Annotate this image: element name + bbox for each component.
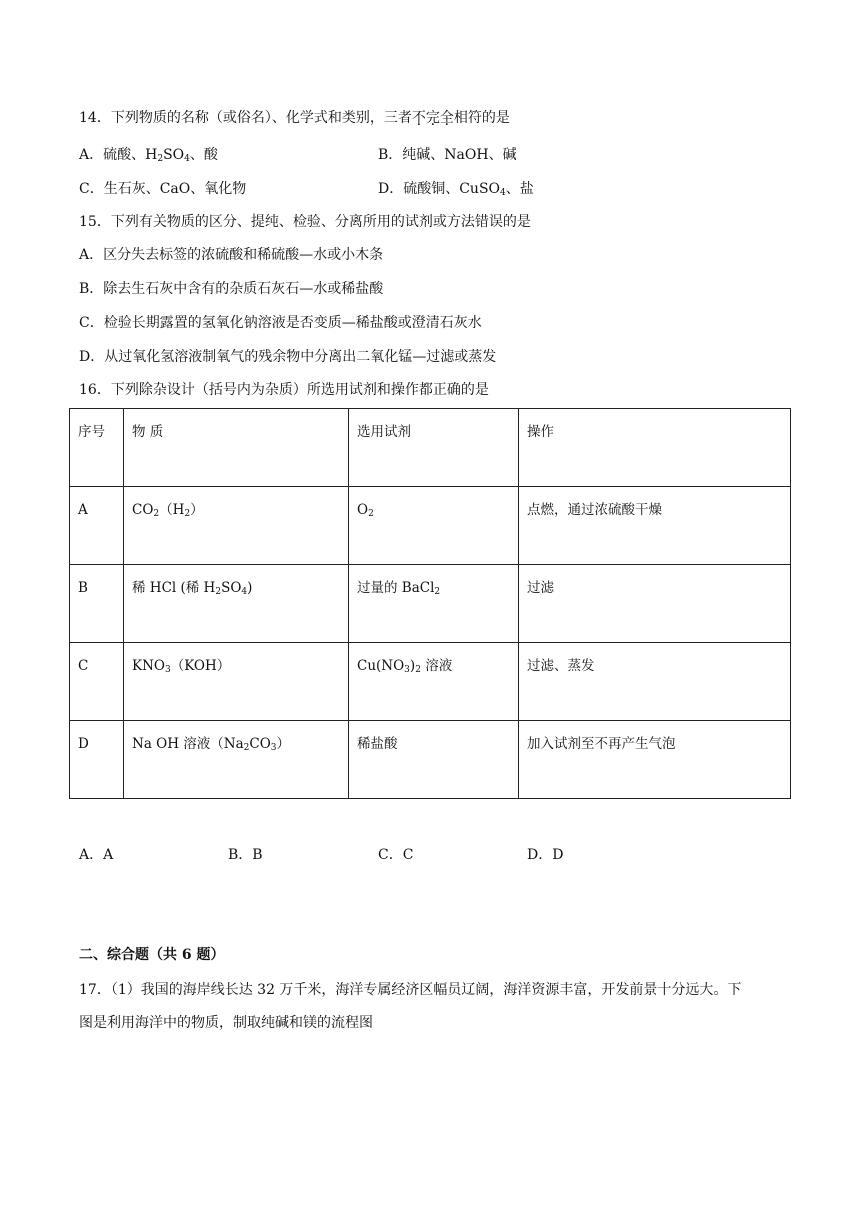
row-id: A — [70, 487, 124, 565]
header-cell-reagent: 选用试剂 — [349, 409, 519, 487]
row-reagent: 稀盐酸 — [349, 721, 519, 799]
row-operation: 过滤、蒸发 — [519, 643, 791, 721]
table-header-row — [70, 409, 791, 487]
q14-option-a: A．硫酸、$H_2SO_4$、酸 — [79, 147, 218, 164]
q17-stem-line1: 17．（1）我国的海岸线长达 32 万千米，海洋专属经济区幅员辽阔，海洋资源丰富，开发前景十分远大。下 — [79, 982, 742, 998]
table-row — [70, 721, 791, 799]
q15-option-c: C．检验长期露置的氢氧化钠溶液是否变质—稀盐酸或澄清石灰水 — [79, 315, 482, 331]
q16-table — [69, 408, 791, 799]
q14-stem: 14．下列物质的名称（或俗名）、化学式和类别，三者不完全相符的是 — [79, 110, 510, 126]
row-operation: 过滤 — [519, 565, 791, 643]
row-id: B — [70, 565, 124, 643]
row-reagent: $Cu(NO_3)_2$ 溶液 — [349, 643, 519, 721]
table-row — [70, 565, 791, 643]
row-substance: $CO_2(H_2)$ — [124, 487, 349, 565]
table-row — [70, 487, 791, 565]
row-id: D — [70, 721, 124, 799]
row-reagent: $O_2$ — [349, 487, 519, 565]
q15-stem: 15．下列有关物质的区分、提纯、检验、分离所用的试剂或方法错误的是 — [79, 214, 531, 230]
row-substance: 稀 HCl (稀 $H_2SO_4$) — [124, 565, 349, 643]
q14-option-c: C．生石灰、CaO、氧化物 — [79, 181, 247, 197]
q16-answer-a: A．A — [79, 847, 114, 863]
q14-emphasis: 不完全 — [411, 110, 454, 126]
header-cell-operation: 操作 — [519, 409, 791, 487]
q14-option-d: D．硫酸铜、CuSO$_4$、盐 — [378, 181, 534, 198]
q15-option-a: A．区分失去标签的浓硫酸和稀硫酸—水或小木条 — [79, 247, 384, 263]
row-reagent: 过量的 BaCl$_2$ — [349, 565, 519, 643]
q14-option-b: B．纯碱、NaOH、碱 — [378, 147, 517, 163]
section-heading: 二、综合题（共 6 题） — [79, 947, 225, 963]
table-row — [70, 643, 791, 721]
q16-answer-b: B．B — [228, 847, 263, 863]
row-substance: $KNO_3(KOH)$ — [124, 643, 349, 721]
row-substance: Na OH 溶液$(Na_2CO_3)$ — [124, 721, 349, 799]
q17-stem-line2: 图是利用海洋中的物质，制取纯碱和镁的流程图 — [79, 1015, 373, 1031]
q16-answer-d: D．D — [527, 847, 564, 863]
q16-answer-c: C．C — [378, 847, 414, 863]
header-cell-substance: 物 质 — [124, 409, 349, 487]
q16-stem: 16．下列除杂设计（括号内为杂质）所选用试剂和操作都正确的是 — [79, 382, 489, 398]
q15-option-d: D．从过氧化氢溶液制氧气的残余物中分离出二氧化锰—过滤或蒸发 — [79, 349, 497, 365]
header-cell-id: 序号 — [70, 409, 124, 487]
row-id: C — [70, 643, 124, 721]
q15-option-b: B．除去生石灰中含有的杂质石灰石—水或稀盐酸 — [79, 281, 384, 297]
row-operation: 点燃，通过浓硫酸干燥 — [519, 487, 791, 565]
row-operation: 加入试剂至不再产生气泡 — [519, 721, 791, 799]
